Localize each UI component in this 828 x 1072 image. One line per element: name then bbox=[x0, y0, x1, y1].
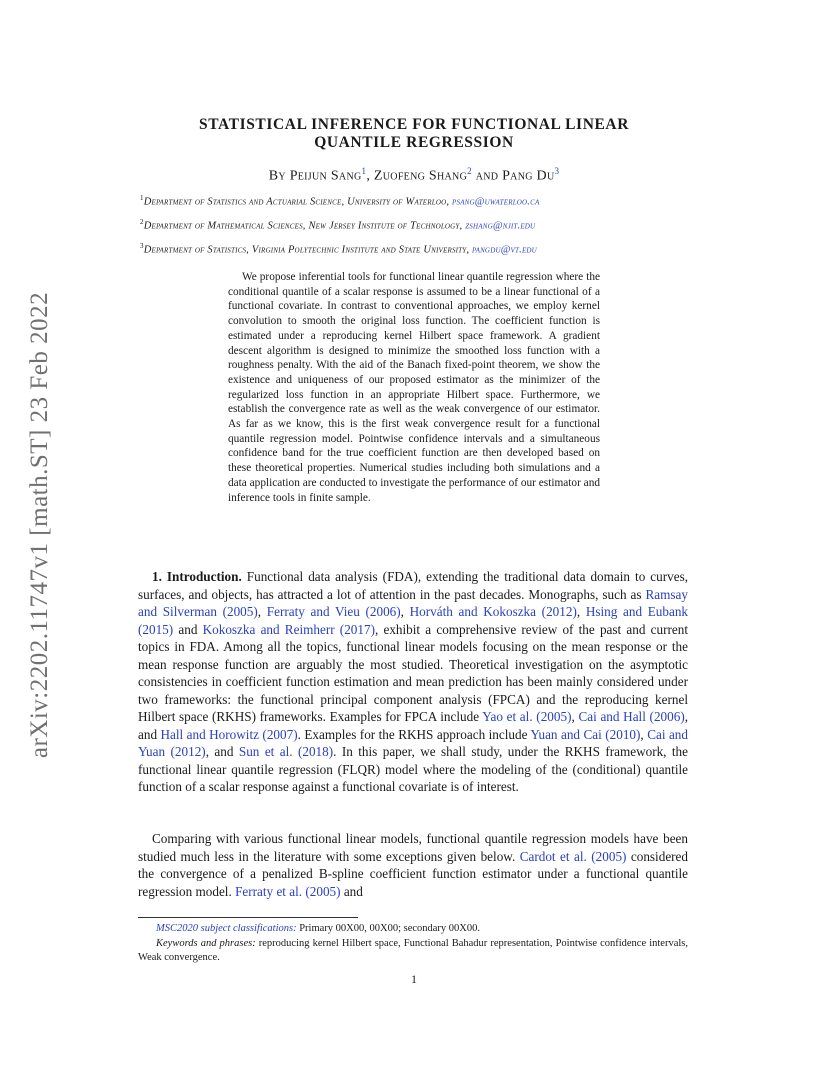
keywords-label: Keywords and phrases: bbox=[156, 938, 256, 949]
affiliation-1-marker: 1 bbox=[140, 194, 144, 202]
author-1-affil-ref[interactable]: 1 bbox=[361, 166, 367, 176]
affiliation-3-email-link[interactable]: pangdu@vt.edu bbox=[472, 244, 537, 256]
affiliation-3 bbox=[140, 242, 700, 256]
author-3-affil-ref[interactable]: 3 bbox=[554, 166, 560, 176]
by-label: By bbox=[268, 168, 286, 184]
intro-text: , and bbox=[138, 709, 689, 742]
affiliation-2-email-link[interactable]: zshang@njit.edu bbox=[465, 220, 536, 232]
citation-link[interactable]: Ferraty et al. (2005) bbox=[235, 883, 341, 899]
intro-text: , bbox=[400, 604, 410, 619]
intro-text: Functional data analysis (FDA), extending the traditional data domain to curves, surfaces, and objects, has attracted a lot of attention in the past decades. Monographs, such as bbox=[138, 569, 689, 602]
author-2-affil-ref[interactable]: 2 bbox=[467, 166, 472, 176]
intro-text: , bbox=[571, 709, 579, 724]
citation-link[interactable]: Ferraty and Vieu (2006) bbox=[266, 604, 401, 619]
title-line-2: QUANTILE REGRESSION bbox=[314, 134, 514, 151]
footnote-rule bbox=[138, 917, 358, 918]
intro-text: Comparing with various functional linear models, functional quantile regression models have been studied much less in the literature with some exceptions given below. bbox=[138, 831, 688, 864]
arxiv-identifier-text: arXiv:2202.11747v1 [math.ST] 23 Feb 2022 bbox=[26, 291, 53, 759]
author-line bbox=[150, 166, 678, 185]
footnote-keywords bbox=[138, 937, 688, 965]
citation-link[interactable]: Hall and Horowitz (2007) bbox=[160, 726, 298, 742]
intro-text: , and bbox=[205, 744, 239, 759]
affiliation-2 bbox=[140, 218, 700, 232]
citation-link[interactable]: Cai and Hall (2006) bbox=[578, 709, 685, 724]
citation-link[interactable]: Cardot et al. (2005) bbox=[519, 848, 627, 864]
keywords-text: reproducing kernel Hilbert space, Functional Bahadur representation, Pointwise confidence intervals, Weak convergence. bbox=[138, 938, 688, 963]
intro-text: , bbox=[576, 604, 586, 619]
title-line-1: STATISTICAL INFERENCE FOR FUNCTIONAL LINEAR bbox=[198, 116, 630, 133]
citation-link[interactable]: Kokoszka and Reimherr (2017) bbox=[202, 621, 375, 637]
intro-paragraph-1 bbox=[138, 568, 688, 796]
intro-text: , exhibit a comprehensive review of the past and current topics in FDA. Among all the topics, functional linear models focusing on the mean response or the mean response function are arguably the most studied. Theoretical investigation on the asymptotic consistencies in coefficient function estimation and mean prediction has been mainly considered under two frameworks: the functional principal component analysis (FPCA) and the reproducing kernel Hilbert space (RKHS) frameworks. Examples for FPCA include bbox=[138, 621, 688, 724]
citation-link[interactable]: Hsing and Eubank (2015) bbox=[138, 604, 689, 637]
author-and: and bbox=[471, 168, 503, 184]
section-heading-introduction: 1. Introduction. bbox=[152, 569, 242, 584]
intro-text: and bbox=[173, 621, 203, 637]
author-1: Peijun Sang bbox=[289, 168, 362, 184]
intro-text: . In this paper, we shall study, under the RKHS framework, the functional linear quantile regression (FLQR) model where the modeling of the (conditional) quantile function of a scalar response against a functional covariate is of interest. bbox=[138, 744, 689, 794]
intro-text: considered the convergence of a penalized B-spline coefficient function estimator under a functional quantile regression model. bbox=[138, 848, 689, 899]
intro-text: . Examples for the RKHS approach include bbox=[297, 726, 531, 742]
affiliation-2-marker: 2 bbox=[140, 218, 144, 226]
intro-text: , bbox=[257, 604, 267, 619]
paper-title bbox=[150, 116, 678, 152]
citation-link[interactable]: Yuan and Cai (2010) bbox=[530, 726, 641, 742]
footnote-msc bbox=[138, 922, 688, 936]
affiliation-3-marker: 3 bbox=[140, 242, 144, 250]
affiliation-1-email-link[interactable]: psang@uwaterloo.ca bbox=[452, 196, 540, 208]
intro-paragraph-2 bbox=[138, 830, 688, 900]
msc-text: Primary 00X00, 00X00; secondary 00X00. bbox=[296, 923, 481, 934]
affiliation-1-text: Department of Statistics and Actuarial Science, University of Waterloo, bbox=[143, 196, 453, 208]
arxiv-identifier-stamp bbox=[8, 275, 72, 775]
author-2: Zuofeng Shang bbox=[373, 168, 468, 184]
intro-text: and bbox=[340, 883, 363, 899]
citation-link[interactable]: Yao et al. (2005) bbox=[482, 709, 572, 724]
msc-link[interactable]: MSC2020 subject classifications: bbox=[156, 923, 297, 934]
page-number: 1 bbox=[411, 972, 417, 986]
abstract: We propose inferential tools for functional linear quantile regression where the conditional quantile of a scalar response is assumed to be a linear functional of a functional covariate. In contrast to conventional approaches, we employ kernel convolution to smooth the original loss function. The coefficient function is estimated under a reproducing kernel Hilbert space framework. A gradient descent algorithm is designed to minimize the smoothed loss function with a roughness penalty. With the aid of the Banach fixed-point theorem, we show the existence and uniqueness of our proposed estimator as the minimizer of the regularized loss function in an appropriate Hilbert space. Furthermore, we establish the convergence rate as well as the weak convergence of our estimator. As far as we know, this is the first weak convergence result for a functional quantile regression model. Pointwise confidence intervals and a simultaneous confidence band for the true coefficient function are then developed based on these theoretical properties. Numerical studies including both simulations and a data application are conducted to investigate the performance of our estimator and inference tools in finite sample. bbox=[228, 271, 600, 504]
affiliation-2-text: Department of Mathematical Sciences, New Jersey Institute of Technology, bbox=[143, 220, 466, 232]
author-separator: , bbox=[366, 168, 374, 184]
intro-text: , bbox=[640, 726, 648, 742]
affiliation-3-text: Department of Statistics, Virginia Polytechnic Institute and State University, bbox=[143, 244, 473, 256]
citation-link[interactable]: Cai and Yuan (2012) bbox=[138, 726, 688, 759]
citation-link[interactable]: Ramsay and Silverman (2005) bbox=[138, 586, 688, 619]
author-3: Pang Du bbox=[502, 168, 555, 184]
affiliation-1 bbox=[140, 194, 700, 208]
citation-link[interactable]: Sun et al. (2018) bbox=[238, 744, 334, 759]
citation-link[interactable]: Horváth and Kokoszka (2012) bbox=[409, 604, 577, 619]
